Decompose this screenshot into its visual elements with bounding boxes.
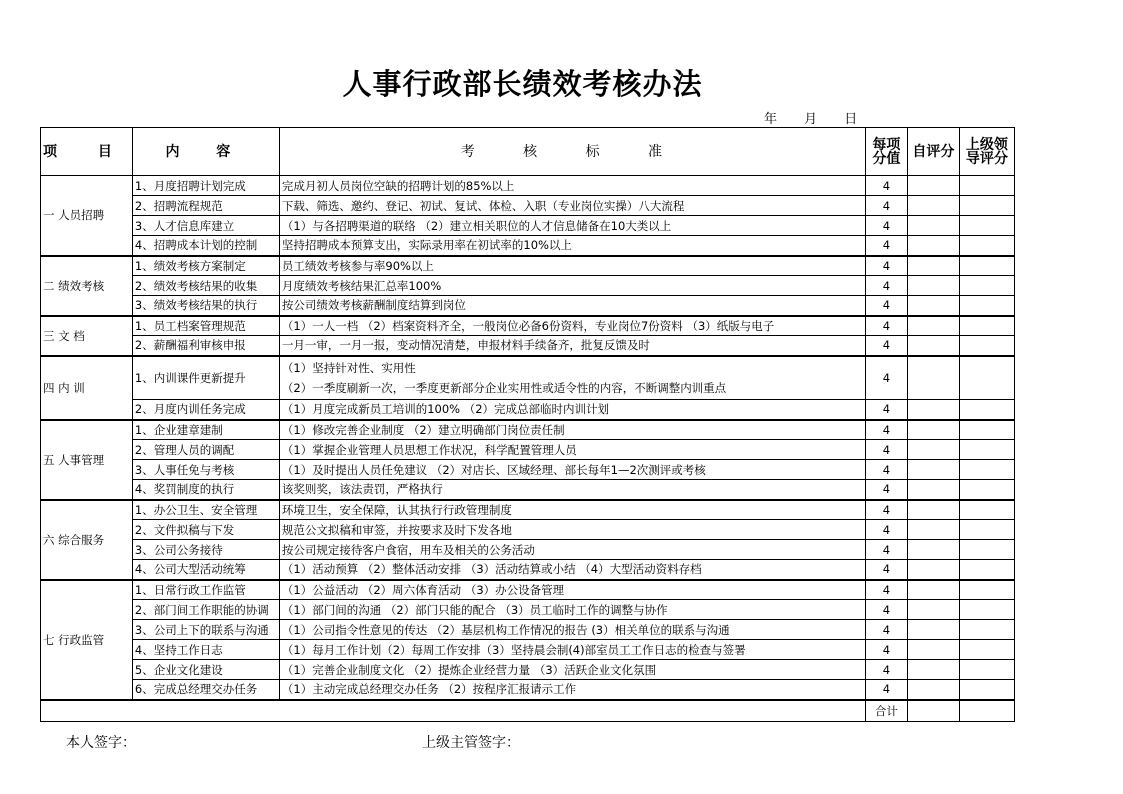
superior-eval-cell[interactable] bbox=[959, 356, 1014, 400]
category-cell: 五 人事管理 bbox=[41, 420, 133, 500]
standard-line: （1）与各招聘渠道的联络 （2）建立相关职位的人才信息储备在10大类以上 bbox=[281, 218, 672, 233]
table-row bbox=[41, 176, 1015, 196]
category-cell: 一 人员招聘 bbox=[41, 176, 133, 256]
table-body bbox=[41, 176, 1015, 722]
self-signature-label: 本人签字： bbox=[66, 735, 136, 751]
content-cell: 4、奖罚制度的执行 bbox=[132, 480, 279, 500]
self-eval-cell[interactable] bbox=[907, 440, 959, 460]
table-row bbox=[41, 296, 1015, 316]
table-row bbox=[41, 520, 1015, 540]
content-cell: 1、绩效考核方案制定 bbox=[132, 256, 279, 276]
standard-line: （1）坚持针对性、实用性 bbox=[281, 360, 416, 375]
score-cell: 4 bbox=[865, 660, 907, 680]
standard-line: （1）公益活动 （2）周六体育活动 （3）办公设备管理 bbox=[281, 582, 565, 597]
superior-eval-cell[interactable] bbox=[959, 196, 1014, 216]
self-eval-cell[interactable] bbox=[907, 560, 959, 580]
self-eval-cell[interactable] bbox=[907, 356, 959, 400]
self-eval-cell[interactable] bbox=[907, 500, 959, 520]
superior-eval-cell[interactable] bbox=[959, 276, 1014, 296]
standard-cell bbox=[279, 500, 865, 520]
self-eval-cell[interactable] bbox=[907, 540, 959, 560]
standard-cell bbox=[279, 336, 865, 356]
superior-eval-cell[interactable] bbox=[959, 296, 1014, 316]
score-cell: 4 bbox=[865, 216, 907, 236]
table-row bbox=[41, 540, 1015, 560]
standard-line: （2）一季度刷新一次，一季度更新部分企业实用性或适令性的内容，不断调整内训重点 bbox=[281, 380, 727, 395]
self-eval-cell[interactable] bbox=[907, 236, 959, 256]
self-eval-cell[interactable] bbox=[907, 580, 959, 600]
total-row bbox=[41, 700, 1015, 722]
superior-eval-cell[interactable] bbox=[959, 460, 1014, 480]
content-cell: 3、人事任免与考核 bbox=[132, 460, 279, 480]
score-cell: 4 bbox=[865, 256, 907, 276]
table-row bbox=[41, 216, 1015, 236]
category-cell: 二 绩效考核 bbox=[41, 256, 133, 316]
standard-cell bbox=[279, 540, 865, 560]
standard-cell bbox=[279, 520, 865, 540]
table-row bbox=[41, 600, 1015, 620]
self-eval-cell[interactable] bbox=[907, 296, 959, 316]
superior-signature-label: 上级主管签字： bbox=[422, 735, 520, 751]
self-eval-cell[interactable] bbox=[907, 460, 959, 480]
standard-cell bbox=[279, 560, 865, 580]
score-cell: 4 bbox=[865, 480, 907, 500]
date-line bbox=[764, 108, 857, 127]
date-year: 年 bbox=[764, 112, 778, 127]
table-row bbox=[41, 236, 1015, 256]
standard-cell bbox=[279, 660, 865, 680]
table-row bbox=[41, 660, 1015, 680]
standard-line: 下载、筛选、邀约、登记、初试、复试、体检、入职（专业岗位实操）八大流程 bbox=[281, 198, 685, 213]
score-cell: 4 bbox=[865, 420, 907, 440]
standard-line: （1）修改完善企业制度 （2）建立明确部门岗位责任制 bbox=[281, 422, 565, 437]
table-row bbox=[41, 480, 1015, 500]
standard-cell bbox=[279, 256, 865, 276]
table-row bbox=[41, 580, 1015, 600]
standard-cell bbox=[279, 276, 865, 296]
content-cell: 1、月度招聘计划完成 bbox=[132, 176, 279, 196]
header-superior-eval: 上级领导评分 bbox=[959, 128, 1014, 176]
superior-eval-cell[interactable] bbox=[959, 256, 1014, 276]
category-cell: 三 文 档 bbox=[41, 316, 133, 356]
score-cell: 4 bbox=[865, 620, 907, 640]
standard-cell bbox=[279, 356, 865, 400]
category-cell: 七 行政监管 bbox=[41, 580, 133, 700]
total-label: 合计 bbox=[865, 700, 907, 722]
standard-cell bbox=[279, 600, 865, 620]
score-cell: 4 bbox=[865, 296, 907, 316]
standard-line: （1）掌握企业管理人员思想工作状况，科学配置管理人员 bbox=[281, 442, 577, 457]
superior-eval-cell[interactable] bbox=[959, 620, 1014, 640]
superior-eval-cell[interactable] bbox=[959, 400, 1014, 420]
assessment-table bbox=[40, 127, 1015, 722]
score-cell: 4 bbox=[865, 236, 907, 256]
standard-cell bbox=[279, 480, 865, 500]
standard-cell bbox=[279, 640, 865, 660]
self-eval-cell[interactable] bbox=[907, 420, 959, 440]
standard-line: 按公司规定接待客户食宿，用车及相关的公务活动 bbox=[281, 542, 535, 557]
content-cell: 1、内训课件更新提升 bbox=[132, 356, 279, 400]
total-blank-cell bbox=[41, 700, 866, 722]
superior-eval-cell[interactable] bbox=[959, 660, 1014, 680]
standard-line: （1）公司指令性意见的传达 （2）基层机构工作情况的报告 (3）相关单位的联系与沟通 bbox=[281, 622, 730, 637]
table-row bbox=[41, 196, 1015, 216]
page-title: 人事行政部长绩效考核办法 bbox=[342, 67, 703, 101]
score-cell: 4 bbox=[865, 336, 907, 356]
standard-cell bbox=[279, 620, 865, 640]
superior-eval-cell[interactable] bbox=[959, 420, 1014, 440]
score-cell: 4 bbox=[865, 176, 907, 196]
date-month: 月 bbox=[804, 112, 818, 127]
header-row bbox=[41, 128, 1015, 176]
superior-eval-cell[interactable] bbox=[959, 640, 1014, 660]
score-cell: 4 bbox=[865, 400, 907, 420]
content-cell: 4、招聘成本计划的控制 bbox=[132, 236, 279, 256]
table-row bbox=[41, 440, 1015, 460]
self-eval-cell[interactable] bbox=[907, 680, 959, 700]
table-row bbox=[41, 356, 1015, 400]
superior-eval-cell[interactable] bbox=[959, 236, 1014, 256]
standard-line: 员工绩效考核参与率90%以上 bbox=[281, 258, 434, 273]
superior-eval-cell[interactable] bbox=[959, 176, 1014, 196]
table-row bbox=[41, 640, 1015, 660]
content-cell: 4、公司大型活动统筹 bbox=[132, 560, 279, 580]
content-cell: 4、坚持工作日志 bbox=[132, 640, 279, 660]
content-cell: 3、公司公务接待 bbox=[132, 540, 279, 560]
standard-cell bbox=[279, 236, 865, 256]
standard-cell bbox=[279, 580, 865, 600]
table-row bbox=[41, 460, 1015, 480]
score-cell: 4 bbox=[865, 540, 907, 560]
score-cell: 4 bbox=[865, 276, 907, 296]
standard-line: （1）完善企业制度文化 （2）提炼企业经营力量 （3）活跃企业文化氛围 bbox=[281, 662, 657, 677]
self-eval-cell[interactable] bbox=[907, 176, 959, 196]
self-eval-cell[interactable] bbox=[907, 640, 959, 660]
category-cell: 四 内 训 bbox=[41, 356, 133, 420]
score-cell: 4 bbox=[865, 580, 907, 600]
score-cell: 4 bbox=[865, 560, 907, 580]
header-category: 项 目 bbox=[41, 128, 133, 176]
standard-line: 环境卫生，安全保障，认其执行行政管理制度 bbox=[281, 502, 512, 517]
total-self-eval-cell[interactable] bbox=[907, 700, 959, 722]
standard-line: （1）每月工作计划（2）每周工作安排（3）坚持晨会制(4)部室员工工作日志的检查与签署 bbox=[281, 642, 746, 657]
superior-eval-cell[interactable] bbox=[959, 680, 1014, 700]
self-eval-cell[interactable] bbox=[907, 276, 959, 296]
standard-cell bbox=[279, 176, 865, 196]
standard-cell bbox=[279, 420, 865, 440]
self-eval-cell[interactable] bbox=[907, 400, 959, 420]
superior-eval-cell[interactable] bbox=[959, 580, 1014, 600]
standard-cell bbox=[279, 296, 865, 316]
header-self-eval: 自评分 bbox=[907, 128, 959, 176]
superior-eval-cell[interactable] bbox=[959, 336, 1014, 356]
self-eval-cell[interactable] bbox=[907, 316, 959, 336]
standard-line: （1）一人一档 （2）档案资料齐全，一般岗位必备6份资料，专业岗位7份资料 （3）纸版与电子 bbox=[281, 318, 775, 333]
self-eval-cell[interactable] bbox=[907, 620, 959, 640]
content-cell: 2、部门间工作职能的协调 bbox=[132, 600, 279, 620]
header-score: 每项分值 bbox=[865, 128, 907, 176]
table-row bbox=[41, 400, 1015, 420]
score-cell: 4 bbox=[865, 600, 907, 620]
score-cell: 4 bbox=[865, 640, 907, 660]
standard-line: 一月一审，一月一报，变动情况清楚，申报材料手续备齐，批复反馈及时 bbox=[281, 338, 650, 353]
superior-eval-cell[interactable] bbox=[959, 440, 1014, 460]
self-eval-cell[interactable] bbox=[907, 660, 959, 680]
table-row bbox=[41, 620, 1015, 640]
table-row bbox=[41, 680, 1015, 700]
content-cell: 3、公司上下的联系与沟通 bbox=[132, 620, 279, 640]
superior-eval-cell[interactable] bbox=[959, 540, 1014, 560]
standard-line: （1）及时提出人员任免建议 （2）对店长、区域经理、部长每年1—2次测评或考核 bbox=[281, 462, 706, 477]
standard-line: 月度绩效考核结果汇总率100% bbox=[281, 278, 442, 293]
header-standard: 考 核 标 准 bbox=[279, 128, 865, 176]
standard-line: 完成月初人员岗位空缺的招聘计划的85%以上 bbox=[281, 178, 515, 193]
superior-eval-cell[interactable] bbox=[959, 560, 1014, 580]
score-cell: 4 bbox=[865, 316, 907, 336]
score-cell: 4 bbox=[865, 500, 907, 520]
category-cell: 六 综合服务 bbox=[41, 500, 133, 580]
self-eval-cell[interactable] bbox=[907, 520, 959, 540]
header-content: 内 容 bbox=[132, 128, 279, 176]
content-cell: 1、办公卫生、安全管理 bbox=[132, 500, 279, 520]
superior-eval-cell[interactable] bbox=[959, 600, 1014, 620]
score-cell: 4 bbox=[865, 680, 907, 700]
standard-line: 规范公文拟稿和审签，并按要求及时下发各地 bbox=[281, 522, 512, 537]
content-cell: 3、人才信息库建立 bbox=[132, 216, 279, 236]
standard-line: （1）部门间的沟通 （2）部门只能的配合 （3）员工临时工作的调整与协作 bbox=[281, 602, 668, 617]
standard-line: （1）主动完成总经理交办任务 （2）按程序汇报请示工作 bbox=[281, 682, 577, 697]
self-eval-cell[interactable] bbox=[907, 336, 959, 356]
total-superior-eval-cell[interactable] bbox=[959, 700, 1014, 722]
content-cell: 2、招聘流程规范 bbox=[132, 196, 279, 216]
standard-line: 按公司绩效考核薪酬制度结算到岗位 bbox=[281, 298, 466, 313]
table-row bbox=[41, 560, 1015, 580]
standard-cell bbox=[279, 460, 865, 480]
content-cell: 2、薪酬福利审核申报 bbox=[132, 336, 279, 356]
content-cell: 1、企业建章建制 bbox=[132, 420, 279, 440]
standard-cell bbox=[279, 400, 865, 420]
standard-line: （1）月度完成新员工培训的100% （2）完成总部临时内训计划 bbox=[281, 402, 610, 417]
content-cell: 2、管理人员的调配 bbox=[132, 440, 279, 460]
standard-cell bbox=[279, 680, 865, 700]
standard-line: 坚持招聘成本预算支出，实际录用率在初试率的10%以上 bbox=[281, 238, 572, 253]
table-row bbox=[41, 316, 1015, 336]
self-eval-cell[interactable] bbox=[907, 600, 959, 620]
superior-eval-cell[interactable] bbox=[959, 216, 1014, 236]
standard-cell bbox=[279, 216, 865, 236]
score-cell: 4 bbox=[865, 520, 907, 540]
standard-cell bbox=[279, 316, 865, 336]
superior-eval-cell[interactable] bbox=[959, 520, 1014, 540]
standard-line: （1）活动预算 （2）整体活动安排 （3）活动结算或小结 （4）大型活动资料存档 bbox=[281, 562, 702, 577]
superior-eval-cell[interactable] bbox=[959, 500, 1014, 520]
content-cell: 3、绩效考核结果的执行 bbox=[132, 296, 279, 316]
self-eval-cell[interactable] bbox=[907, 256, 959, 276]
content-cell: 1、日常行政工作监管 bbox=[132, 580, 279, 600]
score-cell: 4 bbox=[865, 356, 907, 400]
table-row bbox=[41, 420, 1015, 440]
self-eval-cell[interactable] bbox=[907, 480, 959, 500]
content-cell: 1、员工档案管理规范 bbox=[132, 316, 279, 336]
table-row bbox=[41, 276, 1015, 296]
date-day: 日 bbox=[844, 112, 858, 127]
superior-eval-cell[interactable] bbox=[959, 316, 1014, 336]
content-cell: 6、完成总经理交办任务 bbox=[132, 680, 279, 700]
standard-line: 该奖则奖，该法责罚，严格执行 bbox=[281, 482, 443, 497]
table-row bbox=[41, 256, 1015, 276]
score-cell: 4 bbox=[865, 460, 907, 480]
self-eval-cell[interactable] bbox=[907, 216, 959, 236]
content-cell: 2、月度内训任务完成 bbox=[132, 400, 279, 420]
content-cell: 2、文件拟稿与下发 bbox=[132, 520, 279, 540]
content-cell: 2、绩效考核结果的收集 bbox=[132, 276, 279, 296]
table-row bbox=[41, 336, 1015, 356]
score-cell: 4 bbox=[865, 196, 907, 216]
score-cell: 4 bbox=[865, 440, 907, 460]
self-eval-cell[interactable] bbox=[907, 196, 959, 216]
standard-cell bbox=[279, 196, 865, 216]
standard-cell bbox=[279, 440, 865, 460]
content-cell: 5、企业文化建设 bbox=[132, 660, 279, 680]
table-row bbox=[41, 500, 1015, 520]
superior-eval-cell[interactable] bbox=[959, 480, 1014, 500]
